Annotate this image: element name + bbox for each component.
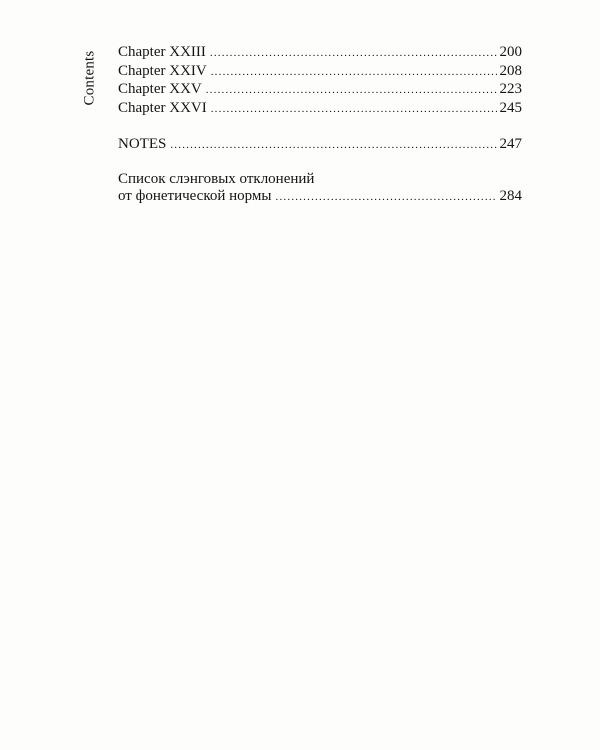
- table-of-contents: [118, 44, 522, 207]
- toc-entry-title: Chapter XXVI: [118, 99, 207, 116]
- dot-leader: [210, 45, 497, 63]
- toc-entry-title: Chapter XXIII: [118, 44, 206, 60]
- toc-entry-title: NOTES: [118, 136, 167, 152]
- toc-entry-title-line-2: от фонетической нормы: [118, 188, 272, 204]
- toc-entry-page: 223: [499, 81, 522, 97]
- running-head: [82, 48, 98, 108]
- toc-entry-page: 200: [499, 44, 522, 60]
- toc-entry-chapter-xxiv: [118, 63, 522, 82]
- dot-leader: [206, 82, 497, 100]
- toc-entry-chapter-xxvi: [118, 100, 522, 119]
- toc-entry-title-line-1: Список слэнговых отклонений: [118, 170, 315, 187]
- toc-entry-title-line-2-row: [118, 188, 522, 207]
- dot-leader: [211, 101, 497, 119]
- dot-leader: [170, 137, 496, 155]
- dot-leader: [276, 189, 497, 207]
- toc-entry-chapter-xxiii: [118, 44, 522, 63]
- toc-entry-page: 245: [499, 99, 522, 116]
- toc-entry-title: Chapter XXV: [118, 81, 202, 97]
- toc-entry-page: 247: [499, 136, 522, 152]
- toc-entry-chapter-xxv: [118, 81, 522, 100]
- dot-leader: [211, 64, 497, 82]
- toc-entry-slang-list: [118, 171, 522, 207]
- toc-entry-notes: [118, 136, 522, 155]
- toc-entry-title: Chapter XXIV: [118, 62, 207, 79]
- running-head-text: Contents: [81, 50, 98, 106]
- toc-entry-page: 208: [499, 62, 522, 79]
- toc-entry-page: 284: [499, 188, 522, 204]
